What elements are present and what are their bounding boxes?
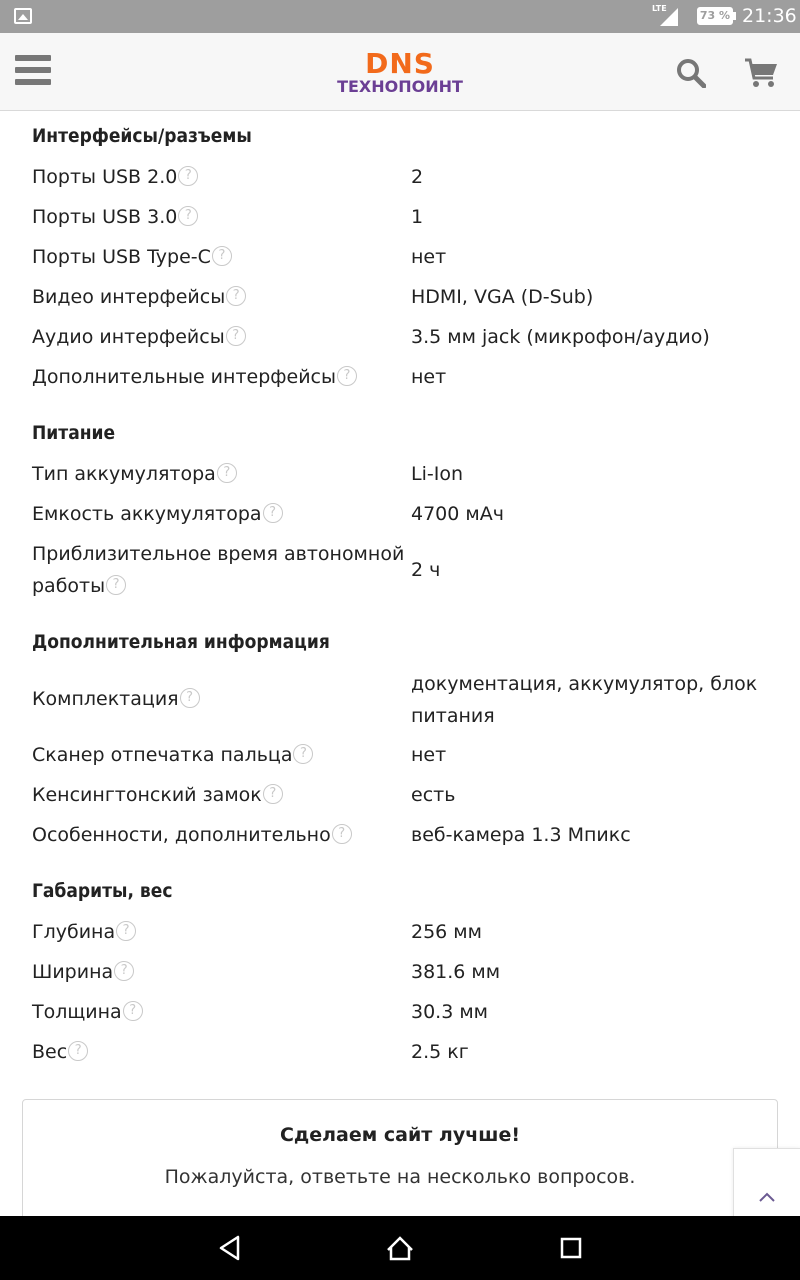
spec-label: Аудио интерфейсы ? xyxy=(32,321,246,353)
battery-indicator: 73 % xyxy=(697,7,733,25)
menu-icon[interactable] xyxy=(15,55,51,87)
gallery-notification-icon xyxy=(14,8,32,24)
spec-value: веб-камера 1.3 Мпикс xyxy=(411,824,631,846)
spec-value: Li-Ion xyxy=(411,463,463,485)
help-icon[interactable]: ? xyxy=(226,326,246,346)
logo-dns-text: DNS xyxy=(365,47,435,80)
spec-label: Сканер отпечатка пальца ? xyxy=(32,739,313,771)
spec-value: 381.6 мм xyxy=(411,961,501,983)
spec-label: Кенсингтонский замок ? xyxy=(32,779,283,811)
battery-tip xyxy=(733,12,736,20)
help-icon[interactable]: ? xyxy=(106,575,126,595)
help-icon[interactable]: ? xyxy=(332,824,352,844)
search-icon[interactable] xyxy=(676,58,706,88)
section-title-interfaces: Интерфейсы/разъемы xyxy=(32,125,252,147)
spec-label: Комплектация ? xyxy=(32,683,200,715)
help-icon[interactable]: ? xyxy=(263,784,283,804)
spec-label: Порты USB 2.0 ? xyxy=(32,161,198,193)
spec-label: Тип аккумулятора ? xyxy=(32,458,237,490)
spec-value: HDMI, VGA (D-Sub) xyxy=(411,286,594,308)
spec-label: Глубина ? xyxy=(32,916,136,948)
help-icon[interactable]: ? xyxy=(123,1001,143,1021)
spec-label: Особенности, дополнительно ? xyxy=(32,819,352,851)
spec-label: Порты USB Type-C ? xyxy=(32,241,232,273)
spec-label: Видео интерфейсы ? xyxy=(32,281,246,313)
section-title-power: Питание xyxy=(32,422,116,444)
section-title-additional-info: Дополнительная информация xyxy=(32,631,330,653)
spec-value: нет xyxy=(411,744,447,766)
spec-value: нет xyxy=(411,366,447,388)
spec-label: Приблизительное время автономной xyxy=(32,543,405,565)
spec-value: 256 мм xyxy=(411,921,482,943)
specs-content xyxy=(0,111,800,1216)
home-icon[interactable] xyxy=(384,1232,416,1264)
spec-value: 4700 мАч xyxy=(411,503,504,525)
recent-apps-icon[interactable] xyxy=(555,1232,587,1264)
logo-technopoint-text: ТЕХНОПОИНТ xyxy=(337,77,463,96)
site-logo[interactable] xyxy=(334,47,466,98)
spec-value: есть xyxy=(411,784,456,806)
survey-title: Сделаем сайт лучше! xyxy=(279,1124,521,1146)
clock: 21:36 xyxy=(742,5,797,27)
help-icon[interactable]: ? xyxy=(337,366,357,386)
help-icon[interactable]: ? xyxy=(178,166,198,186)
site-header xyxy=(0,33,800,111)
spec-label: Емкость аккумулятора ? xyxy=(32,498,283,530)
help-icon[interactable]: ? xyxy=(68,1041,88,1061)
spec-label: Ширина ? xyxy=(32,956,134,988)
help-icon[interactable]: ? xyxy=(263,503,283,523)
help-icon[interactable]: ? xyxy=(180,688,200,708)
spec-value: нет xyxy=(411,246,447,268)
help-icon[interactable]: ? xyxy=(178,206,198,226)
spec-label: Толщина ? xyxy=(32,996,143,1028)
section-title-dimensions: Габариты, вес xyxy=(32,880,173,902)
help-icon[interactable]: ? xyxy=(212,246,232,266)
help-icon[interactable]: ? xyxy=(217,463,237,483)
spec-value: 3.5 мм jack (микрофон/аудио) xyxy=(411,326,710,348)
status-bar xyxy=(0,0,800,33)
spec-value: 1 xyxy=(411,206,424,228)
survey-card xyxy=(22,1099,778,1216)
spec-label: Дополнительные интерфейсы ? xyxy=(32,361,357,393)
spec-value: 2.5 кг xyxy=(411,1041,469,1063)
back-icon[interactable] xyxy=(214,1232,246,1264)
chevron-up-icon xyxy=(734,1149,800,1216)
help-icon[interactable]: ? xyxy=(226,286,246,306)
android-nav-bar xyxy=(0,1216,800,1280)
help-icon[interactable]: ? xyxy=(293,744,313,764)
spec-label: работы ? xyxy=(32,570,126,602)
spec-value: питания xyxy=(411,705,495,727)
spec-label: Порты USB 3.0 ? xyxy=(32,201,198,233)
scroll-to-top-button[interactable] xyxy=(733,1148,800,1216)
help-icon[interactable]: ? xyxy=(114,961,134,981)
help-icon[interactable]: ? xyxy=(116,921,136,941)
network-type: LTE xyxy=(652,4,667,13)
spec-value: 2 xyxy=(411,166,424,188)
survey-text: Пожалуйста, ответьте на несколько вопросов. xyxy=(164,1166,636,1188)
signal-icon xyxy=(658,6,678,26)
spec-label: Вес ? xyxy=(32,1036,88,1068)
spec-value: документация, аккумулятор, блок xyxy=(411,673,758,695)
spec-value: 2 ч xyxy=(411,559,441,581)
cart-icon[interactable] xyxy=(744,57,778,89)
spec-value: 30.3 мм xyxy=(411,1001,489,1023)
